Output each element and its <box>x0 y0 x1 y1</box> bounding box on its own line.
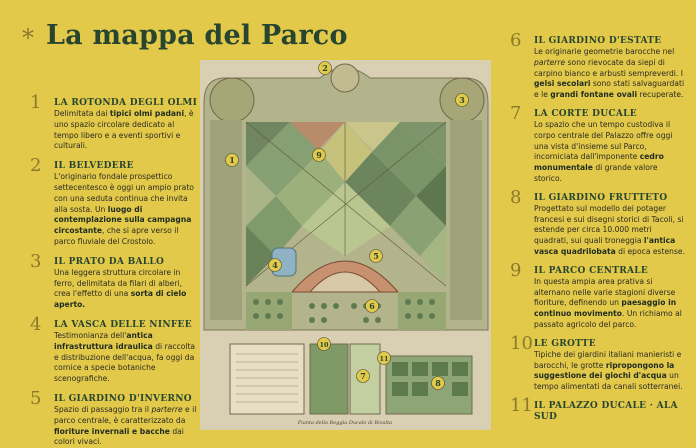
description-fragment: antica infrastruttura idraulica <box>54 330 153 351</box>
legend-number: 5 <box>30 387 42 409</box>
legend-heading: IL GIARDINO FRUTTETO <box>534 192 668 203</box>
description-fragment: Una leggera struttura circolare in ferro, delimitata da filari di alberi, crea l'effetto di una <box>54 267 182 299</box>
description-fragment: Spazio di passaggio tra il <box>54 404 152 414</box>
legend-heading: IL BELVEDERE <box>54 161 134 172</box>
legend-item-5 <box>30 387 198 448</box>
legend-item-3 <box>30 250 198 311</box>
legend-item-10 <box>510 332 686 393</box>
legend-heading: LA CORTE DUCALE <box>534 108 637 119</box>
description-fragment: di grande valore storico. <box>534 163 658 183</box>
legend-item-11 <box>510 394 686 423</box>
legend-description <box>54 331 198 385</box>
map-marker-label: 10 <box>319 341 329 349</box>
map-legend-box <box>230 344 304 414</box>
description-fragment: di raccolta e distribuzione dell'acqua, fa oggi da cornice a specie botaniche scenografiche. <box>54 341 196 384</box>
description-fragment: luogo di contemplazione sulla campagna circostante <box>54 204 192 236</box>
legend-number: 11 <box>510 394 533 416</box>
description-fragment: , è uno spazio circolare dedicato al tempo libero e a eventi sportivi e culturali. <box>54 109 194 151</box>
legend-item-2 <box>30 155 198 248</box>
legend-item-1 <box>30 92 198 152</box>
legend-description <box>534 350 686 393</box>
legend-left-column <box>30 92 198 448</box>
map-marker-label: 5 <box>373 251 379 261</box>
description-fragment: di epoca estense. <box>615 246 686 256</box>
description-fragment: Lo spazio che un tempo custodiva il corpo centrale del Palazzo offre oggi una vista d'insieme sul Parco, incorniciata dall'imponente <box>534 119 673 162</box>
description-fragment: , che si apre verso il parco fluviale del Crostolo. <box>54 226 179 246</box>
description-fragment: un tempo alimentati da canali sotterranei. <box>534 371 683 392</box>
legend-heading: LA ROTONDA DEGLI OLMI <box>54 98 198 108</box>
legend-number: 9 <box>510 259 522 281</box>
map-marker-label: 1 <box>229 155 235 165</box>
legend-number: 3 <box>30 250 42 272</box>
description-fragment: Progettato sul modello dei potager francesi e sui disegni storici di Tacoli, si estende per circa 10.000 metri quadrati, sui quali troneggia <box>534 203 684 246</box>
map-marker-label: 4 <box>272 260 278 270</box>
description-fragment: e il parco centrale, è caratterizzato da <box>54 404 197 425</box>
description-fragment: l'antica vasca quadrilobata <box>534 236 676 256</box>
legend-number: 4 <box>30 313 42 335</box>
map-caption: Pianta della Reggia Ducale di Rivalta <box>297 420 393 426</box>
legend-item-9 <box>510 259 686 331</box>
legend-right-column <box>510 30 686 423</box>
legend-item-4 <box>30 313 198 385</box>
legend-item-6 <box>510 30 686 101</box>
map-marker-label: 2 <box>322 63 328 73</box>
lower-left-garden <box>246 292 292 330</box>
legend-item-8 <box>510 186 686 258</box>
legend-number: 6 <box>510 30 522 51</box>
corte-ducale-lawn <box>310 344 348 414</box>
description-fragment: Testimonianza dell' <box>54 330 127 340</box>
description-fragment: parterre <box>534 57 566 67</box>
description-fragment: Tipiche dei giardini italiani manieristi e barocchi, le grotte <box>534 349 682 370</box>
map-marker-label: 9 <box>316 150 322 160</box>
legend-number: 2 <box>30 155 42 177</box>
page-header <box>22 18 348 52</box>
map-marker-label: 7 <box>360 371 366 381</box>
legend-heading: IL PRATO DA BALLO <box>54 256 165 267</box>
legend-heading: IL GIARDINO D'ESTATE <box>534 36 662 46</box>
description-fragment: cedro monumentale <box>534 152 664 173</box>
description-fragment: gelsi secolari <box>534 79 591 89</box>
legend-description <box>54 172 198 248</box>
legend-item-7 <box>510 102 686 185</box>
legend-number: 10 <box>510 332 533 354</box>
legend-description <box>54 405 198 448</box>
description-fragment: . Un richiamo al passato agricolo del parco. <box>534 309 682 329</box>
description-fragment: tipici olmi padani <box>109 109 185 118</box>
lower-right-garden <box>398 292 446 330</box>
belvedere <box>331 64 359 92</box>
description-fragment: In questa ampia area prativa si alternano nelle varie stagioni diverse fioriture, definendo un <box>534 276 676 308</box>
legend-description <box>54 109 198 152</box>
legend-heading: LA VASCA DELLE NINFEE <box>54 319 192 330</box>
description-fragment: grandi fontane ovali <box>550 90 638 100</box>
map-marker-label: 6 <box>369 301 375 311</box>
rotonda-left <box>210 78 254 122</box>
description-fragment: ripropongono la suggestione dei giochi d'acqua <box>534 360 675 381</box>
legend-number: 8 <box>510 186 522 208</box>
description-fragment: sono stati salvaguardati e le <box>534 79 685 100</box>
description-fragment: parterre <box>151 404 183 414</box>
legend-description <box>534 204 686 258</box>
right-lane <box>450 120 482 320</box>
asterisk-icon: * <box>22 24 34 52</box>
left-lane <box>210 120 242 320</box>
description-fragment: Delimitata dai <box>54 109 110 118</box>
legend-heading: IL PALAZZO DUCALE · ALA SUD <box>534 400 678 422</box>
legend-number: 7 <box>510 102 522 124</box>
description-fragment: sorta di cielo aperto. <box>54 289 187 310</box>
map-marker-label: 11 <box>379 355 389 363</box>
description-fragment: dai colori vivaci. <box>54 426 184 447</box>
legend-description <box>534 120 686 185</box>
description-fragment: L'originario fondale prospettico settecentesco è oggi un ampio prato con una seduta continua che invita alla sosta. Un <box>54 172 194 214</box>
park-map <box>200 60 491 430</box>
map-marker-label: 3 <box>459 95 465 105</box>
description-fragment: Le originarie geometrie barocche nel <box>534 47 675 56</box>
legend-description <box>534 47 686 101</box>
legend-heading: LE GROTTE <box>534 338 596 349</box>
legend-number: 1 <box>30 92 42 113</box>
description-fragment: fioriture invernali e bacche <box>54 426 170 436</box>
legend-description <box>534 277 686 331</box>
map-marker-label: 8 <box>435 378 441 388</box>
legend-heading: IL GIARDINO D'INVERNO <box>54 393 192 404</box>
legend-description <box>54 268 198 311</box>
page-title: La mappa del Parco <box>46 19 348 51</box>
description-fragment: paesaggio in continuo movimento <box>534 298 677 319</box>
description-fragment: sono rievocate da siepi di carpino bianco e arbusti sempreverdi. I <box>534 57 683 78</box>
legend-heading: IL PARCO CENTRALE <box>534 265 649 276</box>
park-map-drawing <box>200 60 491 430</box>
description-fragment: recuperate. <box>637 90 684 100</box>
